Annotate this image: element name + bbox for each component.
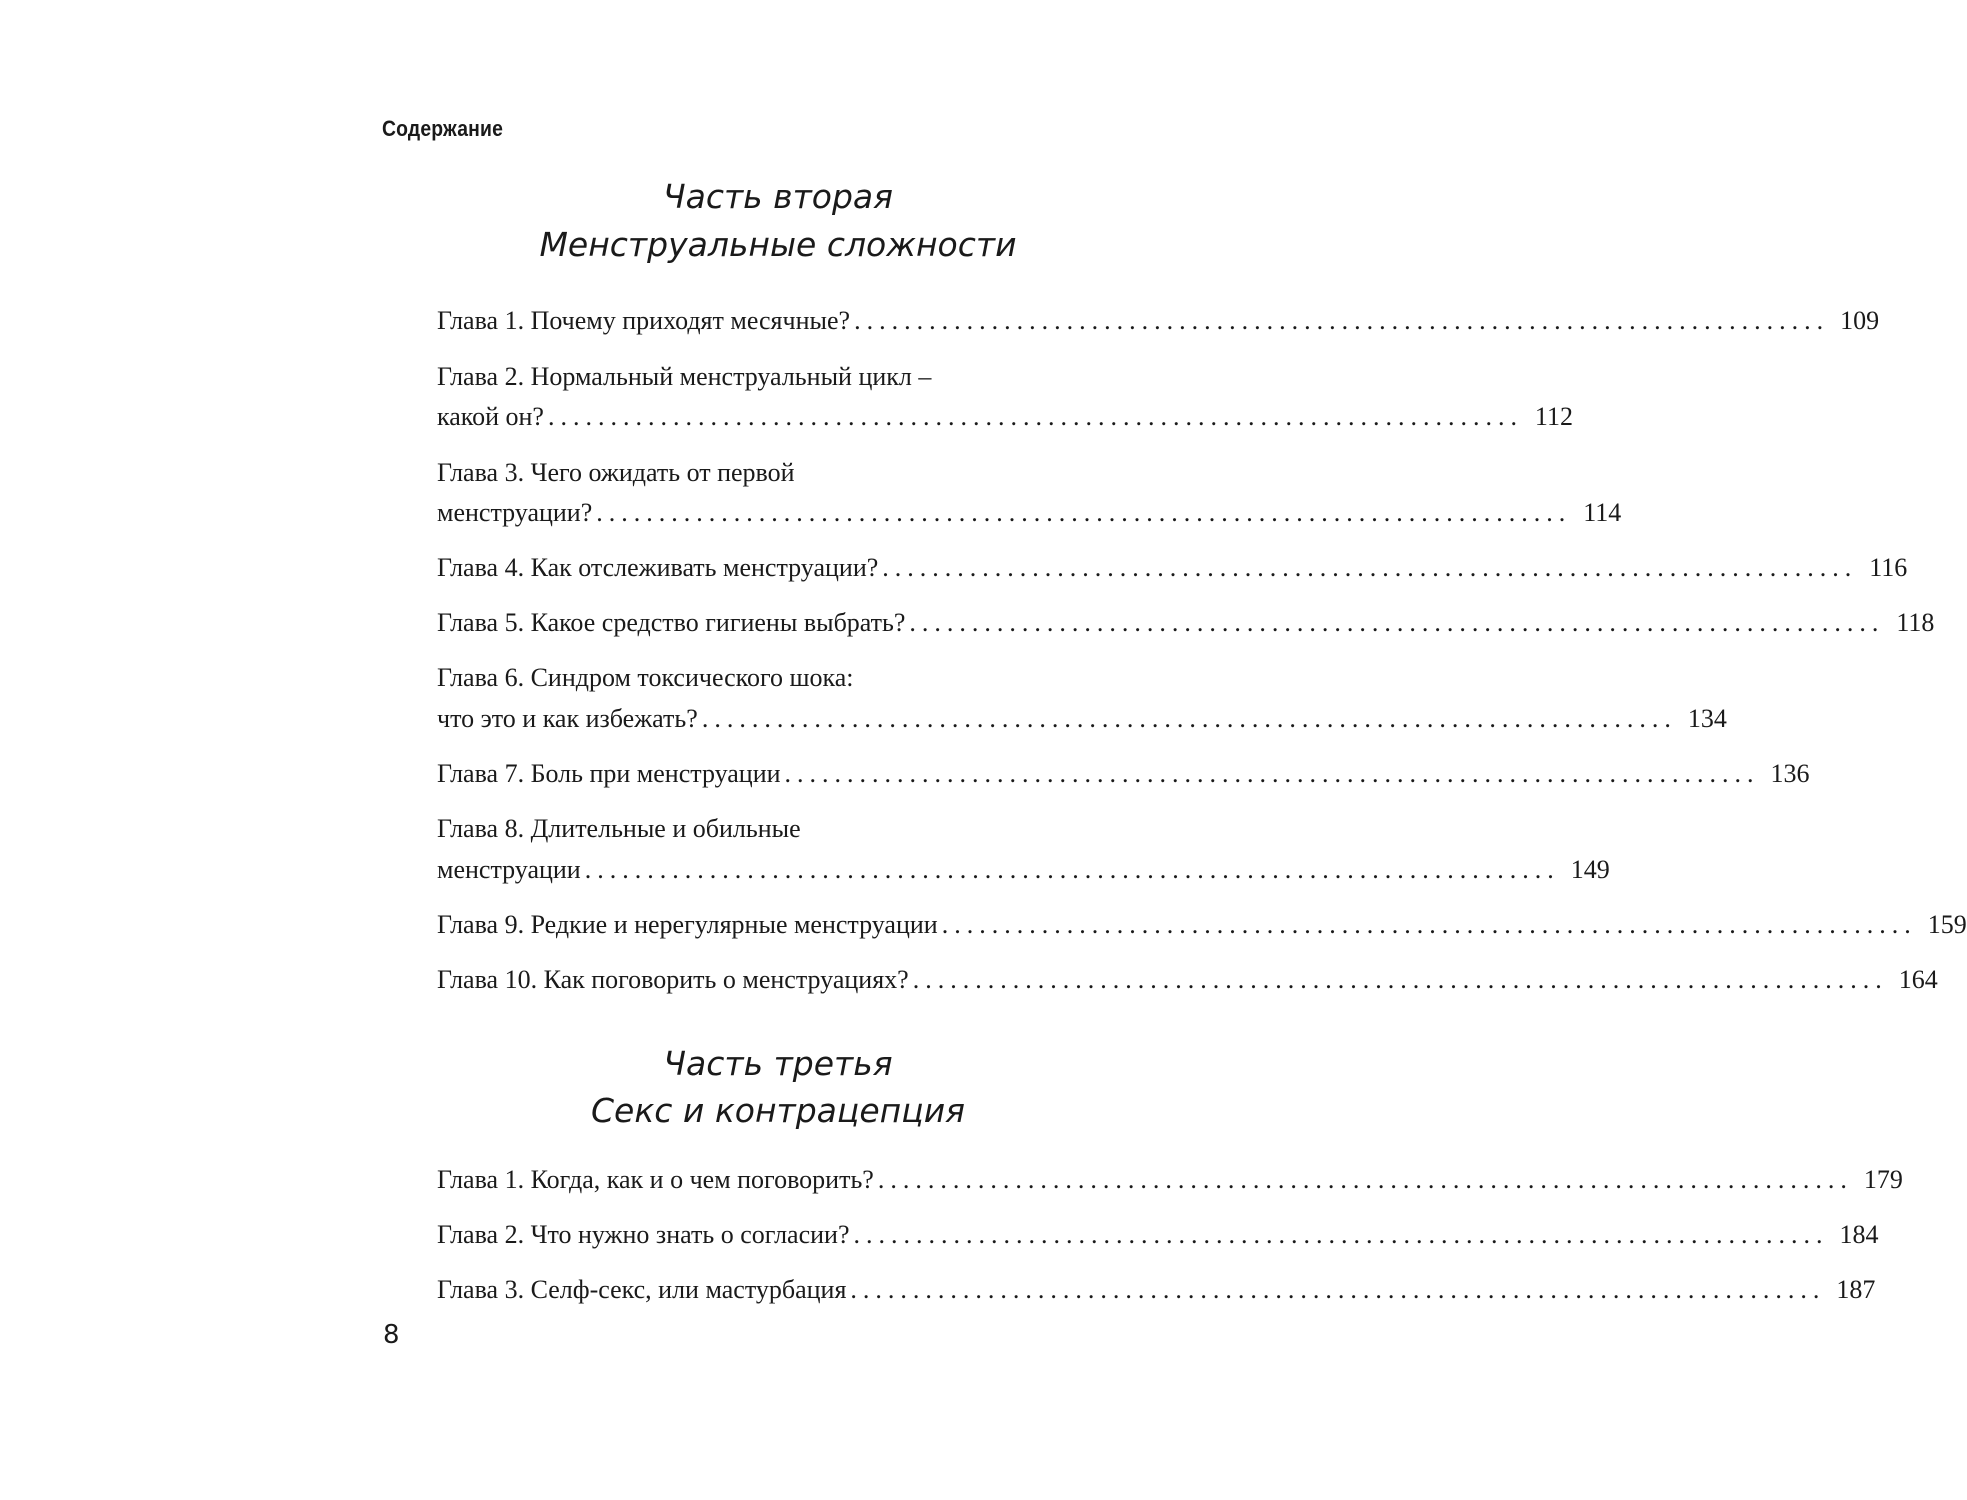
toc-entry-title-cont: какой он? xyxy=(437,402,544,431)
toc-entry-title: Глава 1. Когда, как и о чем поговорить? xyxy=(437,1165,874,1194)
toc-entry-title-cont: менструации xyxy=(437,855,581,884)
toc-page-number: 114 xyxy=(1583,498,1622,527)
toc-entry-title: Глава 2. Нормальный менструальный цикл – xyxy=(437,362,932,391)
toc-page-number: 109 xyxy=(1840,306,1880,335)
toc-page-number: 112 xyxy=(1534,402,1573,431)
part-title-line2: Секс и контрацепция xyxy=(590,1091,966,1130)
dot-leader: .............................................................................. xyxy=(854,306,1830,335)
toc-entry[interactable] xyxy=(437,910,1967,940)
toc-page-number: 184 xyxy=(1839,1220,1879,1249)
toc-entry[interactable] xyxy=(437,306,1880,336)
toc-entry-title: Глава 8. Длительные и обильные xyxy=(437,814,801,843)
dot-leader: .............................................................................. xyxy=(850,1275,1826,1304)
toc-entry-title: Глава 7. Боль при менструации xyxy=(437,759,781,788)
toc-entry-title-cont: что это и как избежать? xyxy=(437,704,698,733)
toc-page-number: 179 xyxy=(1863,1165,1903,1194)
toc-entry[interactable] xyxy=(437,402,1573,432)
toc-entry-title: Глава 3. Чего ожидать от первой xyxy=(437,458,795,487)
toc-entry-title: Глава 9. Редкие и нерегулярные менструации xyxy=(437,910,938,939)
toc-entry-title: Глава 5. Какое средство гигиены выбрать? xyxy=(437,608,906,637)
part-title-line1: Часть вторая xyxy=(662,177,894,216)
toc-page-number: 116 xyxy=(1869,553,1908,582)
toc-entry-title-cont: менструации? xyxy=(437,498,593,527)
toc-page-number: 164 xyxy=(1898,965,1938,994)
toc-entry[interactable] xyxy=(437,1165,1903,1195)
toc-entry-title: Глава 4. Как отслеживать менструации? xyxy=(437,553,879,582)
dot-leader: .............................................................................. xyxy=(912,965,1888,994)
toc-entry[interactable] xyxy=(437,855,1610,885)
toc-entry[interactable] xyxy=(437,553,1908,583)
dot-leader: .............................................................................. xyxy=(701,704,1677,733)
dot-leader: .............................................................................. xyxy=(853,1220,1829,1249)
part-title-line1: Часть третья xyxy=(663,1044,893,1083)
toc-entry-title: Глава 1. Почему приходят месячные? xyxy=(437,306,851,335)
dot-leader: .............................................................................. xyxy=(784,759,1760,788)
toc-entry[interactable] xyxy=(437,965,1938,995)
dot-leader: .............................................................................. xyxy=(547,402,1523,431)
dot-leader: .............................................................................. xyxy=(941,910,1917,939)
part-title-line2: Менструальные сложности xyxy=(539,225,1017,264)
toc-page-number: 136 xyxy=(1770,759,1810,788)
dot-leader: .............................................................................. xyxy=(877,1165,1853,1194)
toc-entry-title: Глава 10. Как поговорить о менструациях? xyxy=(437,965,909,994)
toc-entry[interactable] xyxy=(437,759,1810,789)
toc-page-number: 118 xyxy=(1896,608,1935,637)
page-number: 8 xyxy=(383,1320,400,1350)
toc-page-number: 134 xyxy=(1687,704,1727,733)
toc-page-number: 187 xyxy=(1836,1275,1876,1304)
toc-entry-title: Глава 2. Что нужно знать о согласии? xyxy=(437,1220,850,1249)
dot-leader: .............................................................................. xyxy=(596,498,1572,527)
toc-entry-title: Глава 6. Синдром токсического шока: xyxy=(437,663,854,692)
toc-entry[interactable] xyxy=(437,1275,1876,1305)
dot-leader: .............................................................................. xyxy=(909,608,1885,637)
toc-entry[interactable] xyxy=(437,498,1622,528)
running-head: Содержание xyxy=(382,116,504,141)
dot-leader: .............................................................................. xyxy=(584,855,1560,884)
toc-entry[interactable] xyxy=(437,1220,1879,1250)
dot-leader: .............................................................................. xyxy=(882,553,1858,582)
toc-entry[interactable] xyxy=(437,704,1727,734)
toc-page-number: 149 xyxy=(1570,855,1610,884)
toc-entry[interactable] xyxy=(437,608,1935,638)
toc-entry-title: Глава 3. Селф-секс, или мастурбация xyxy=(437,1275,847,1304)
toc-page-number: 159 xyxy=(1927,910,1967,939)
